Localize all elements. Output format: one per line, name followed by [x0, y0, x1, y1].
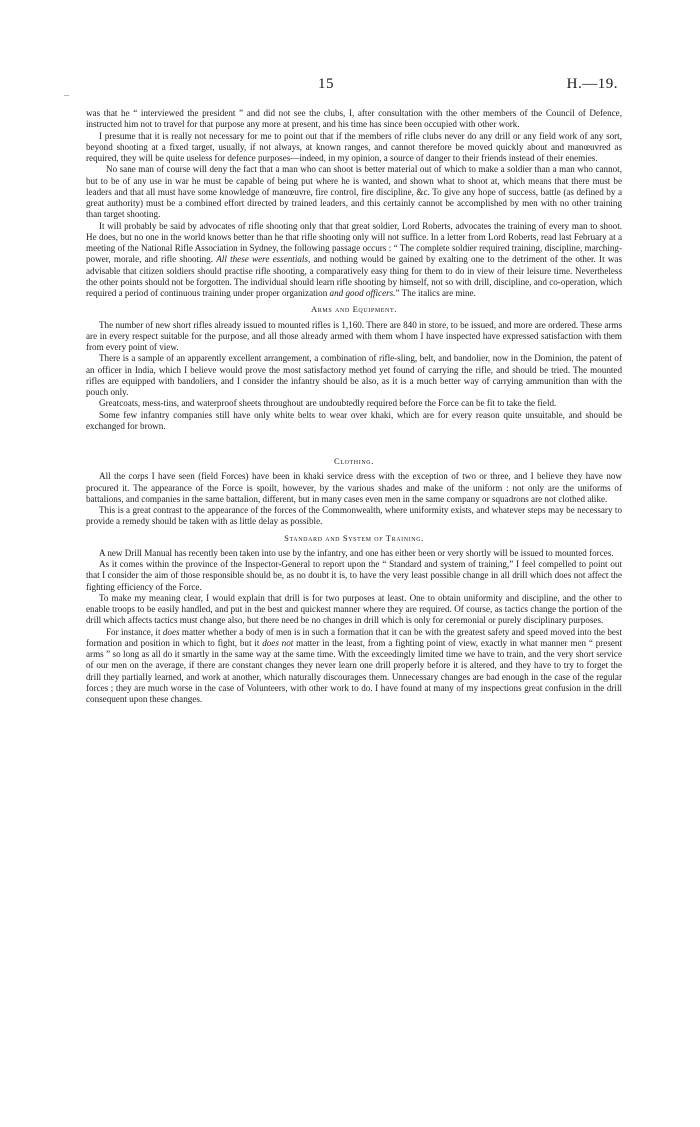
italic-text: and good officers.: [329, 288, 396, 298]
paragraph: [86, 221, 622, 300]
section-heading-training: Standard and System of Training.: [284, 532, 424, 543]
paragraph: To make my meaning clear, I would explain that drill is for two purposes at least. One to obtain uniformity and discipline, and the other to enable troops to be easily handled, and put in the best and quickest manner where they are required. Of course, as tactics change the portion of the drill which affects tactics must change also, but there need be no changes in drill which is only for ceremonial or purely disciplinary purposes.: [86, 592, 622, 626]
page-number: 15: [318, 76, 334, 92]
margin-mark: –: [64, 90, 69, 101]
italic-text: does: [162, 626, 180, 637]
paragraph: No sane man of course will deny the fact that a man who can shoot is better material out of which to make a soldier than a man who cannot, but to be of any use in war he must be capable of being put where he is wanted, and shown what to shoot at, which means that there must be leaders and that all must have some knowledge of manœuvre, fire control, fire discipline, &c. To give any hope of success, battle (as defined by a great authority) must be a combined effort directed by trained leaders, and this certainly cannot be accomplished by men with no other training than target shooting.: [86, 164, 622, 220]
paragraph: As it comes within the province of the Inspector-General to report upon the “ Standard and system of training,” I feel compelled to point out that I consider the aim of those responsible should be, as no doubt it is, to have the very least possible change in all drill which does not affect the fighting efficiency of the Force.: [86, 559, 622, 592]
italic-text: All these were essentials,: [216, 254, 311, 265]
paragraph: [86, 627, 622, 706]
paragraph: There is a sample of an apparently excellent arrangement, a combination of rifle-sling, belt, and bandolier, now in the Dominion, the patent of an officer in India, which I believe would prove the most satisfactory method yet found of carrying the rifle, and should be tried. The mounted rifles are equipped with bandoliers, and I consider the infantry should be also, as it is a much better way of carrying ammunition than with the pouch only.: [86, 353, 622, 397]
section-heading-arms: Arms and Equipment.: [311, 304, 397, 315]
text-run: For instance, it: [106, 626, 163, 637]
paragraph: was that he “ interviewed the president ” and did not see the clubs, I, after consultation with the other members of the Council of Defence, instructed him not to travel for that purpose any more at present, and his time has since been occupied with other work.: [86, 108, 622, 130]
text-run: ” The italics are mine.: [395, 288, 476, 298]
paragraph: Some few infantry companies still have only white belts to wear over khaki, which are for every reason quite unsuitable, and should be exchanged for brown.: [86, 409, 622, 431]
document-reference: H.—19.: [566, 76, 618, 92]
text-run: and nothing would be gained by exalting one to the detriment of the other. It was advisable that citizen soldiers should practise rifle shooting, a comparatively easy thing for them to do in view of their leisure time. Nevertheless the other points should not be forgotten. The individual should learn rifle shooting by himself, not so with drill, discipline, and co-operation, which required a period of continuous training under proper organization: [86, 254, 622, 298]
paragraph: I presume that it is really not necessary for me to point out that if the members of rifle clubs never do any drill or any field work of any sort, beyond shooting at a fixed target, usually, if not always, at known ranges, and cannot therefore be moved quickly about and manœuvred as required, they will be quite useless for defence purposes—indeed, in my opinion, a source of danger to their friends instead of their enemies.: [86, 130, 622, 163]
paragraph: The number of new short rifles already issued to mounted rifles is 1,160. There are 840 in store, to be issued, and more are ordered. These arms are in every respect suitable for the purpose, and all those already armed with them whom I have inspected have expressed satisfaction with them from every point of view.: [86, 319, 622, 352]
paragraph: All the corps I have seen (field Forces) have been in khaki service dress with the exception of two or three, and I believe they have now procured it. The appearance of the Force is spoilt, however, by the various shades and make of the uniform : not only are the uniforms of battalions, and companies in the same battalion, different, but in many cases even men in the same company or squadrons are not clothed alike.: [86, 471, 622, 504]
paragraph: This is a great contrast to the appearance of the forces of the Commonwealth, where uniformity exists, and whatever steps may be necessary to provide a remedy should be taken with as little delay as possible.: [86, 505, 622, 527]
text-run: matter in the least, from a fighting point of view, exactly in what manner men “ present arms ” so long as all do it smartly in the same way at the same time. With the exceedingly limited time we have to train, and the very short service of our men on the average, if there are constant changes they never learn one drill properly before it is altered, and they have to try to forget the drill they partially learned, and work at another, which naturally discourages them. Unnecessary changes are bad enough in the case of the regular forces ; they are much worse in the case of Volunteers, with other work to do. I have found at many of my inspections great confusion in the drill consequent upon these changes.: [86, 637, 622, 704]
section-heading-clothing: Clothing.: [334, 456, 374, 466]
paragraph: A new Drill Manual has recently been taken into use by the infantry, and one has either been or very shortly will be issued to mounted forces.: [99, 547, 614, 558]
text-run: matter whether a body of men is in such a formation that it can be with the greatest safety and speed moved into the best formation and position in which to fight, but it: [86, 626, 622, 648]
document-body: [86, 108, 622, 705]
text-run: It will probably be said by advocates of rifle shooting only that that great soldier, Lord Roberts, advocates the training of every man to shoot. He does, but no one in the world knows better than he that rifle shooting only will not suffice. In a letter from Lord Roberts, read last February at a meeting of the National Rifle Association in Sydney, the following passage occurs : “ The complete soldier required training, discipline, marching-power, morale, and rifle shooting.: [86, 220, 622, 265]
paragraph: Greatcoats, mess-tins, and waterproof sheets throughout are undoubtedly required before the Force can be fit to take the field.: [99, 398, 557, 409]
italic-text: does not: [262, 637, 294, 648]
